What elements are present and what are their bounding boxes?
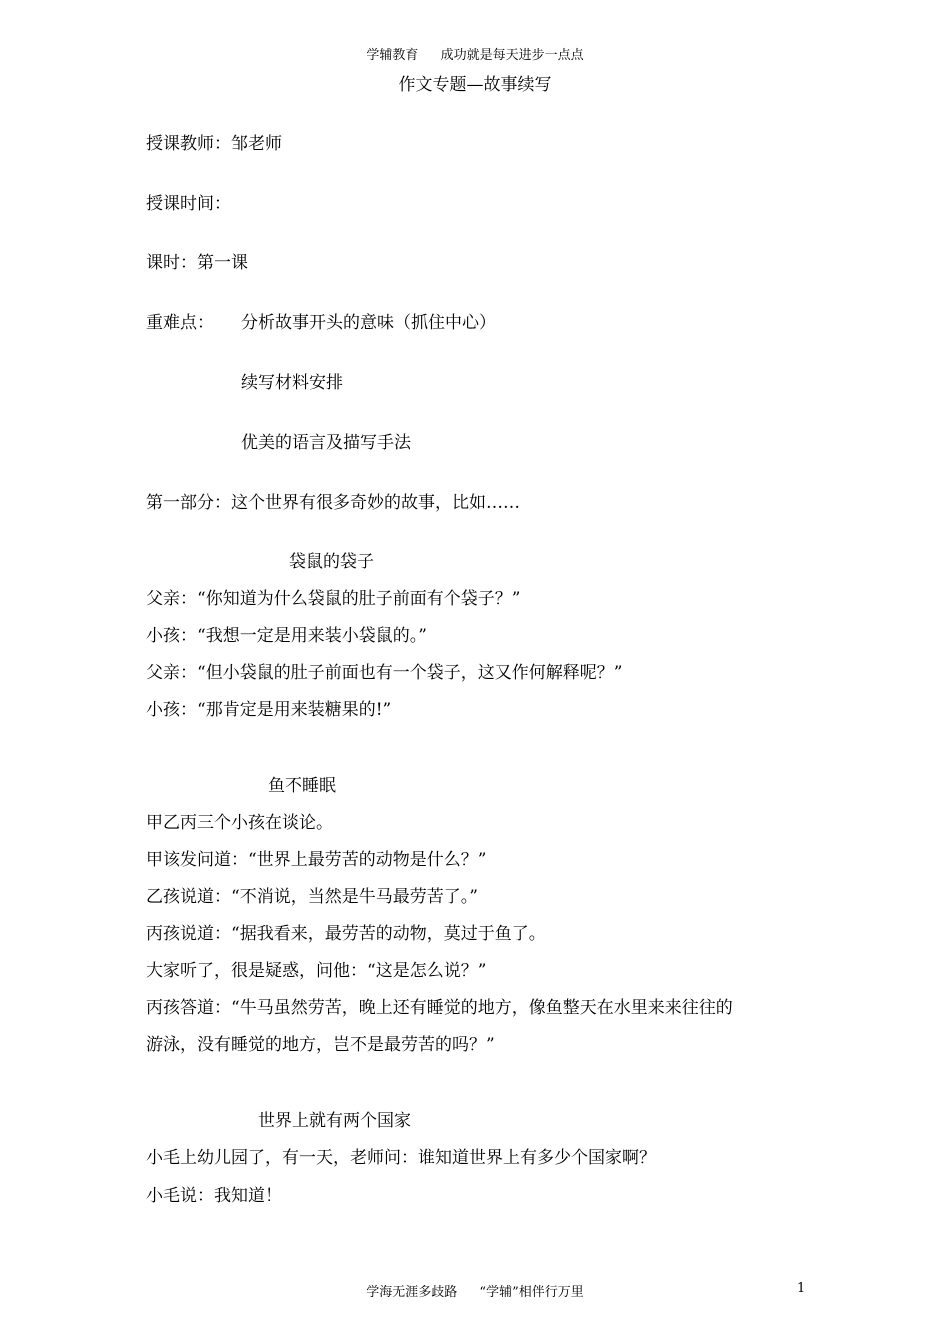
time-line: 授课时间： [146,194,231,214]
story-line: 丙孩答道：“牛马虽然劳苦，晚上还有睡觉的地方，像鱼整天在水里来来往往的 [146,998,733,1018]
key-point-2: 续写材料安排 [241,373,343,393]
story-line: 甲该发问道：“世界上最劳苦的动物是什么？” [146,850,487,870]
story-line: 小孩：“我想一定是用来装小袋鼠的。” [146,626,427,646]
key-points-label: 重难点： [146,313,214,333]
story-title: 袋鼠的袋子 [289,552,374,572]
header-slogan: 成功就是每天进步一点点 [440,48,584,63]
story-line: 甲乙丙三个小孩在谈论。 [146,813,333,833]
key-point-3: 优美的语言及描写手法 [241,433,411,453]
story-line: 父亲：“但小袋鼠的肚子前面也有一个袋子，这又作何解释呢？” [146,663,623,683]
footer-slogan: “学辅”相伴行万里 [479,1285,584,1300]
document-title: 作文专题—故事续写 [398,75,552,95]
story-line: 小毛说：我知道！ [146,1186,282,1206]
story-line: 父亲：“你知道为什么袋鼠的肚子前面有个袋子？” [146,589,521,609]
story-line: 大家听了，很是疑惑，问他：“这是怎么说？” [146,961,487,981]
page-header [0,44,950,63]
story-line: 丙孩说道：“据我看来，最劳苦的动物，莫过于鱼了。 [146,924,546,944]
page-number: 1 [797,1281,806,1296]
lesson-line: 课时：第一课 [146,253,248,273]
story-line: 小孩：“那肯定是用来装糖果的!” [146,700,392,720]
header-brand: 学辅教育 [366,48,419,63]
story-title: 世界上就有两个国家 [258,1111,411,1131]
story-line: 乙孩说道：“不消说，当然是牛马最劳苦了。” [146,887,478,907]
page-footer [0,1281,950,1300]
part-one-heading: 第一部分：这个世界有很多奇妙的故事，比如…… [146,493,520,513]
story-title: 鱼不睡眠 [268,776,336,796]
teacher-line: 授课教师：邹老师 [146,134,282,154]
key-point-1: 分析故事开头的意味（抓住中心） [241,313,496,333]
story-line: 游泳，没有睡觉的地方，岂不是最劳苦的吗？” [146,1035,495,1055]
story-line: 小毛上幼儿园了，有一天，老师问：谁知道世界上有多少个国家啊？ [146,1148,656,1168]
footer-motto: 学海无涯多歧路 [366,1285,458,1300]
